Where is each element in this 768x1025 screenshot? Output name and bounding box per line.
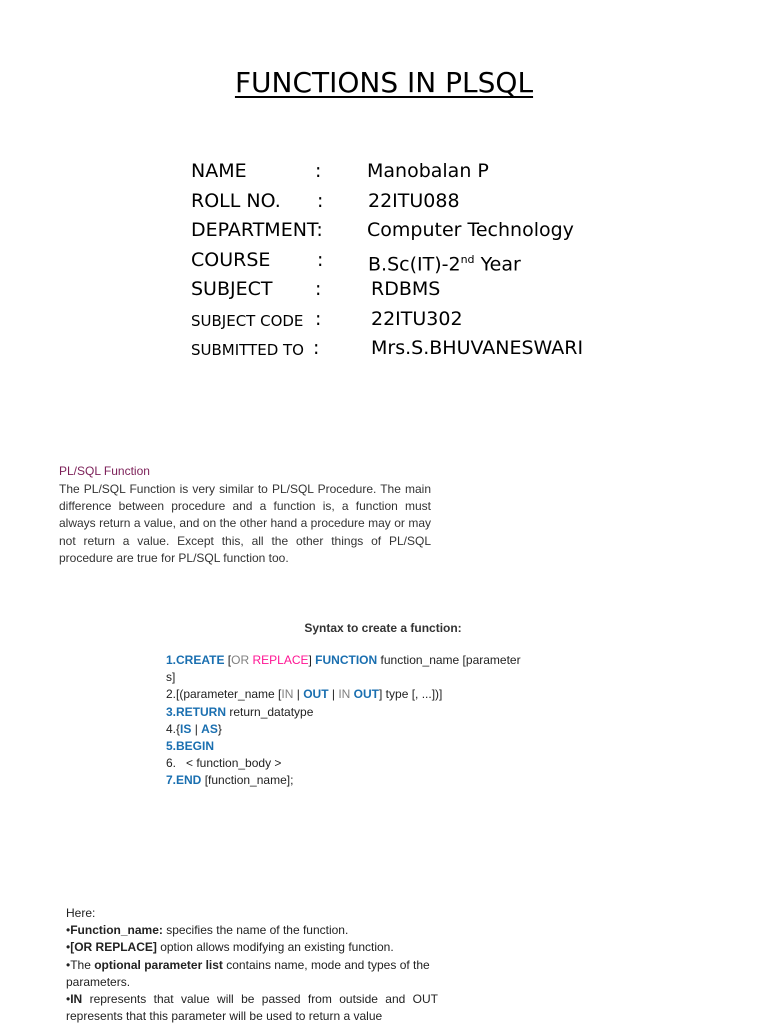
- info-value: RDBMS: [371, 278, 441, 300]
- info-colon: :: [313, 337, 320, 359]
- info-value: 22ITU088: [368, 189, 460, 212]
- info-row-course: [191, 247, 711, 277]
- info-colon: :: [315, 278, 322, 300]
- info-row-roll: [191, 188, 711, 218]
- info-row-subject: [191, 276, 711, 306]
- info-row-department: [191, 217, 711, 247]
- info-value: Computer Technology: [367, 219, 574, 241]
- bullet-parameter-list: •The optional parameter list contains name, mode and types of the parameters.: [66, 957, 430, 989]
- info-value: Mrs.S.BHUVANESWARI: [371, 337, 584, 359]
- student-info: [191, 158, 711, 365]
- info-key: DEPARTMENT:: [191, 219, 323, 241]
- info-key: SUBJECT CODE: [191, 311, 304, 330]
- section-heading: PL/SQL Function: [59, 464, 150, 478]
- info-key: ROLL NO.: [191, 189, 281, 212]
- info-row-name: [191, 158, 711, 188]
- code-line-6: 6. < function_body >: [166, 756, 282, 771]
- here-label: Here:: [66, 906, 96, 920]
- code-line-2: 2.[(parameter_name [IN | OUT | IN OUT] type [, ...])]: [166, 687, 443, 702]
- code-line-4: 4.{IS | AS}: [166, 721, 222, 736]
- info-colon: :: [315, 307, 322, 330]
- info-key: SUBMITTED TO: [191, 341, 304, 359]
- info-colon: :: [317, 248, 324, 271]
- info-key: SUBJECT: [191, 278, 273, 300]
- code-line-7: 7.END [function_name];: [166, 773, 294, 788]
- syntax-title: Syntax to create a function:: [304, 621, 462, 635]
- section-paragraph: The PL/SQL Function is very similar to PL/SQL Procedure. The main difference between procedure and a function is, a function must always return a value, and on the other hand a procedure may or may not return a value. Except this, all the other things of PL/SQL procedure are true for PL/SQL function too.: [59, 482, 431, 565]
- code-line-3: 3.RETURN return_datatype: [166, 704, 314, 719]
- info-colon: :: [317, 189, 324, 212]
- syntax-code-block: [166, 652, 546, 790]
- info-key: NAME: [191, 160, 247, 182]
- code-line-5: 5.BEGIN: [166, 739, 215, 754]
- code-line-1: 1.CREATE [OR REPLACE] FUNCTION function_name [parameter: [166, 653, 521, 667]
- info-row-subject-code: [191, 306, 711, 336]
- bullet-or-replace: •[OR REPLACE] option allows modifying an existing function.: [66, 940, 394, 955]
- info-value: B.Sc(IT)-2nd Year: [368, 252, 521, 275]
- info-row-submitted-to: [191, 335, 711, 365]
- code-line-1-wrap: s]: [166, 670, 176, 685]
- info-key: COURSE: [191, 248, 271, 271]
- page-title: FUNCTIONS IN PLSQL: [234, 66, 534, 99]
- info-value: Manobalan P: [367, 160, 489, 182]
- info-value: 22ITU302: [371, 307, 463, 330]
- info-colon: :: [315, 160, 322, 182]
- bullet-in-out: •IN represents that value will be passed from outside and OUT represents that this parameter will be used to return a value: [66, 992, 438, 1024]
- bullet-function-name: •Function_name: specifies the name of the function.: [66, 923, 349, 938]
- explanation-block: [66, 905, 438, 1025]
